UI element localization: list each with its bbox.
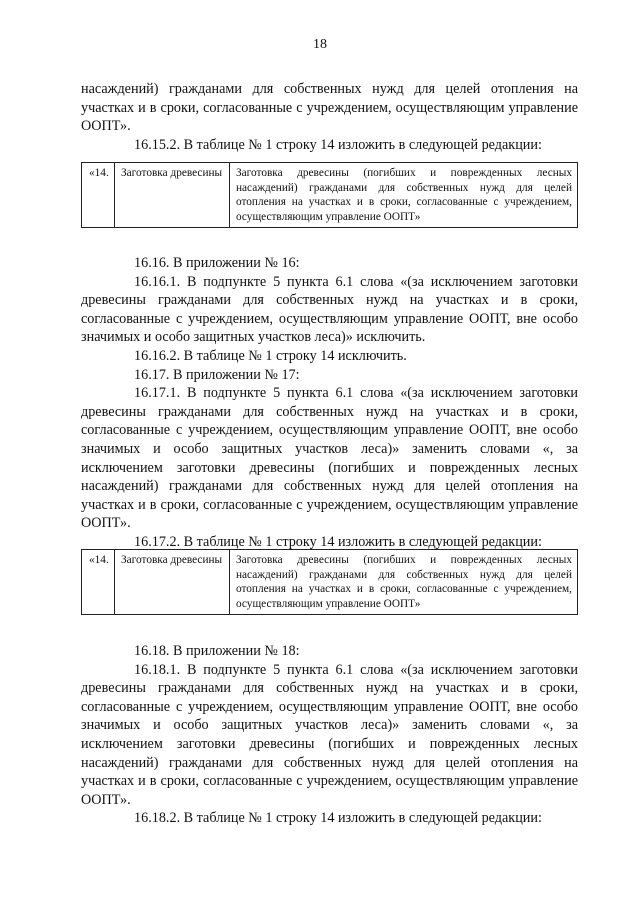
table-wrapper-2 bbox=[81, 549, 578, 615]
paragraph-16-16-2: 16.16.2. В таблице № 1 строку 14 исключить. bbox=[134, 347, 407, 364]
paragraph-16-16: 16.16. В приложении № 16: bbox=[134, 255, 300, 271]
table-wrapper-1 bbox=[81, 162, 578, 228]
paragraph-16-17: 16.17. В приложении № 17: bbox=[134, 366, 300, 383]
row-number-cell: «14. bbox=[82, 163, 115, 228]
amendment-table-1 bbox=[81, 162, 578, 228]
row-number-cell: «14. bbox=[82, 550, 115, 615]
amendment-table-2 bbox=[81, 549, 578, 615]
table-row bbox=[82, 550, 578, 615]
paragraph-16-16-1: 16.16.1. В подпункте 5 пункта 6.1 слова «(за исключением заготовки древесины гражданами для собственных нужд на участках и в сроки, согласованные с учреждением, осуществляющим управление ООПТ, вне особо значимых и особо защитных участков леса)» исключить. bbox=[81, 273, 578, 346]
body-text-bottom bbox=[81, 642, 578, 828]
activity-description-cell: Заготовка древесины (погибших и поврежденных лесных насаждений) гражданами для собственных нужд для целей отопления на участках и в сроки, согласованные с учреждением, осуществляющим управление ООПТ» bbox=[230, 550, 578, 615]
table-row bbox=[82, 163, 578, 228]
paragraph-16-18-2: 16.18.2. В таблице № 1 строку 14 изложить в следующей редакции: bbox=[134, 810, 542, 827]
page-number: 18 bbox=[313, 37, 327, 52]
paragraph-16-15-2: 16.15.2. В таблице № 1 строку 14 изложить в следующей редакции: bbox=[134, 136, 542, 153]
paragraph-16-18: 16.18. В приложении № 18: bbox=[134, 643, 300, 659]
body-text-top bbox=[81, 80, 578, 154]
activity-description-cell: Заготовка древесины (погибших и поврежденных лесных насаждений) гражданами для собственных нужд для целей отопления на участках и в сроки, согласованные с учреждением, осуществляющим управление ООПТ» bbox=[230, 163, 578, 228]
paragraph-16-17-2: 16.17.2. В таблице № 1 строку 14 изложить в следующей редакции: bbox=[134, 533, 542, 550]
activity-name-cell: Заготовка древесины bbox=[115, 163, 230, 228]
paragraph-16-17-1: 16.17.1. В подпункте 5 пункта 6.1 слова «(за исключением заготовки древесины гражданами для собственных нужд на участках и в сроки, согласованные с учреждением, осуществляющим управление ООПТ, вне особо значимых и особо защитных участков леса)» заменить словами «, за исключением заготовки древесины (погибших и поврежденных лесных насаждений) гражданами для собственных нужд для целей отопления на участках и в сроки, согласованные с учреждением, осуществляющим управление ООПТ». bbox=[81, 385, 578, 532]
body-text-middle bbox=[81, 254, 578, 552]
paragraph-16-18-1: 16.18.1. В подпункте 5 пункта 6.1 слова «(за исключением заготовки древесины гражданами для собственных нужд на участках и в сроки, согласованные с учреждением, осуществляющим управление ООПТ, вне особо значимых и особо защитных участков леса)» заменить словами «, за исключением заготовки древесины (погибших и поврежденных лесных насаждений) гражданами для собственных нужд для целей отопления на участках и в сроки, согласованные с учреждением, осуществляющим управление ООПТ». bbox=[81, 661, 578, 808]
paragraph-continuation: насаждений) гражданами для собственных нужд для целей отопления на участках и в сроки, согласованные с учреждением, осуществляющим управление ООПТ». bbox=[81, 81, 578, 135]
activity-name-cell: Заготовка древесины bbox=[115, 550, 230, 615]
